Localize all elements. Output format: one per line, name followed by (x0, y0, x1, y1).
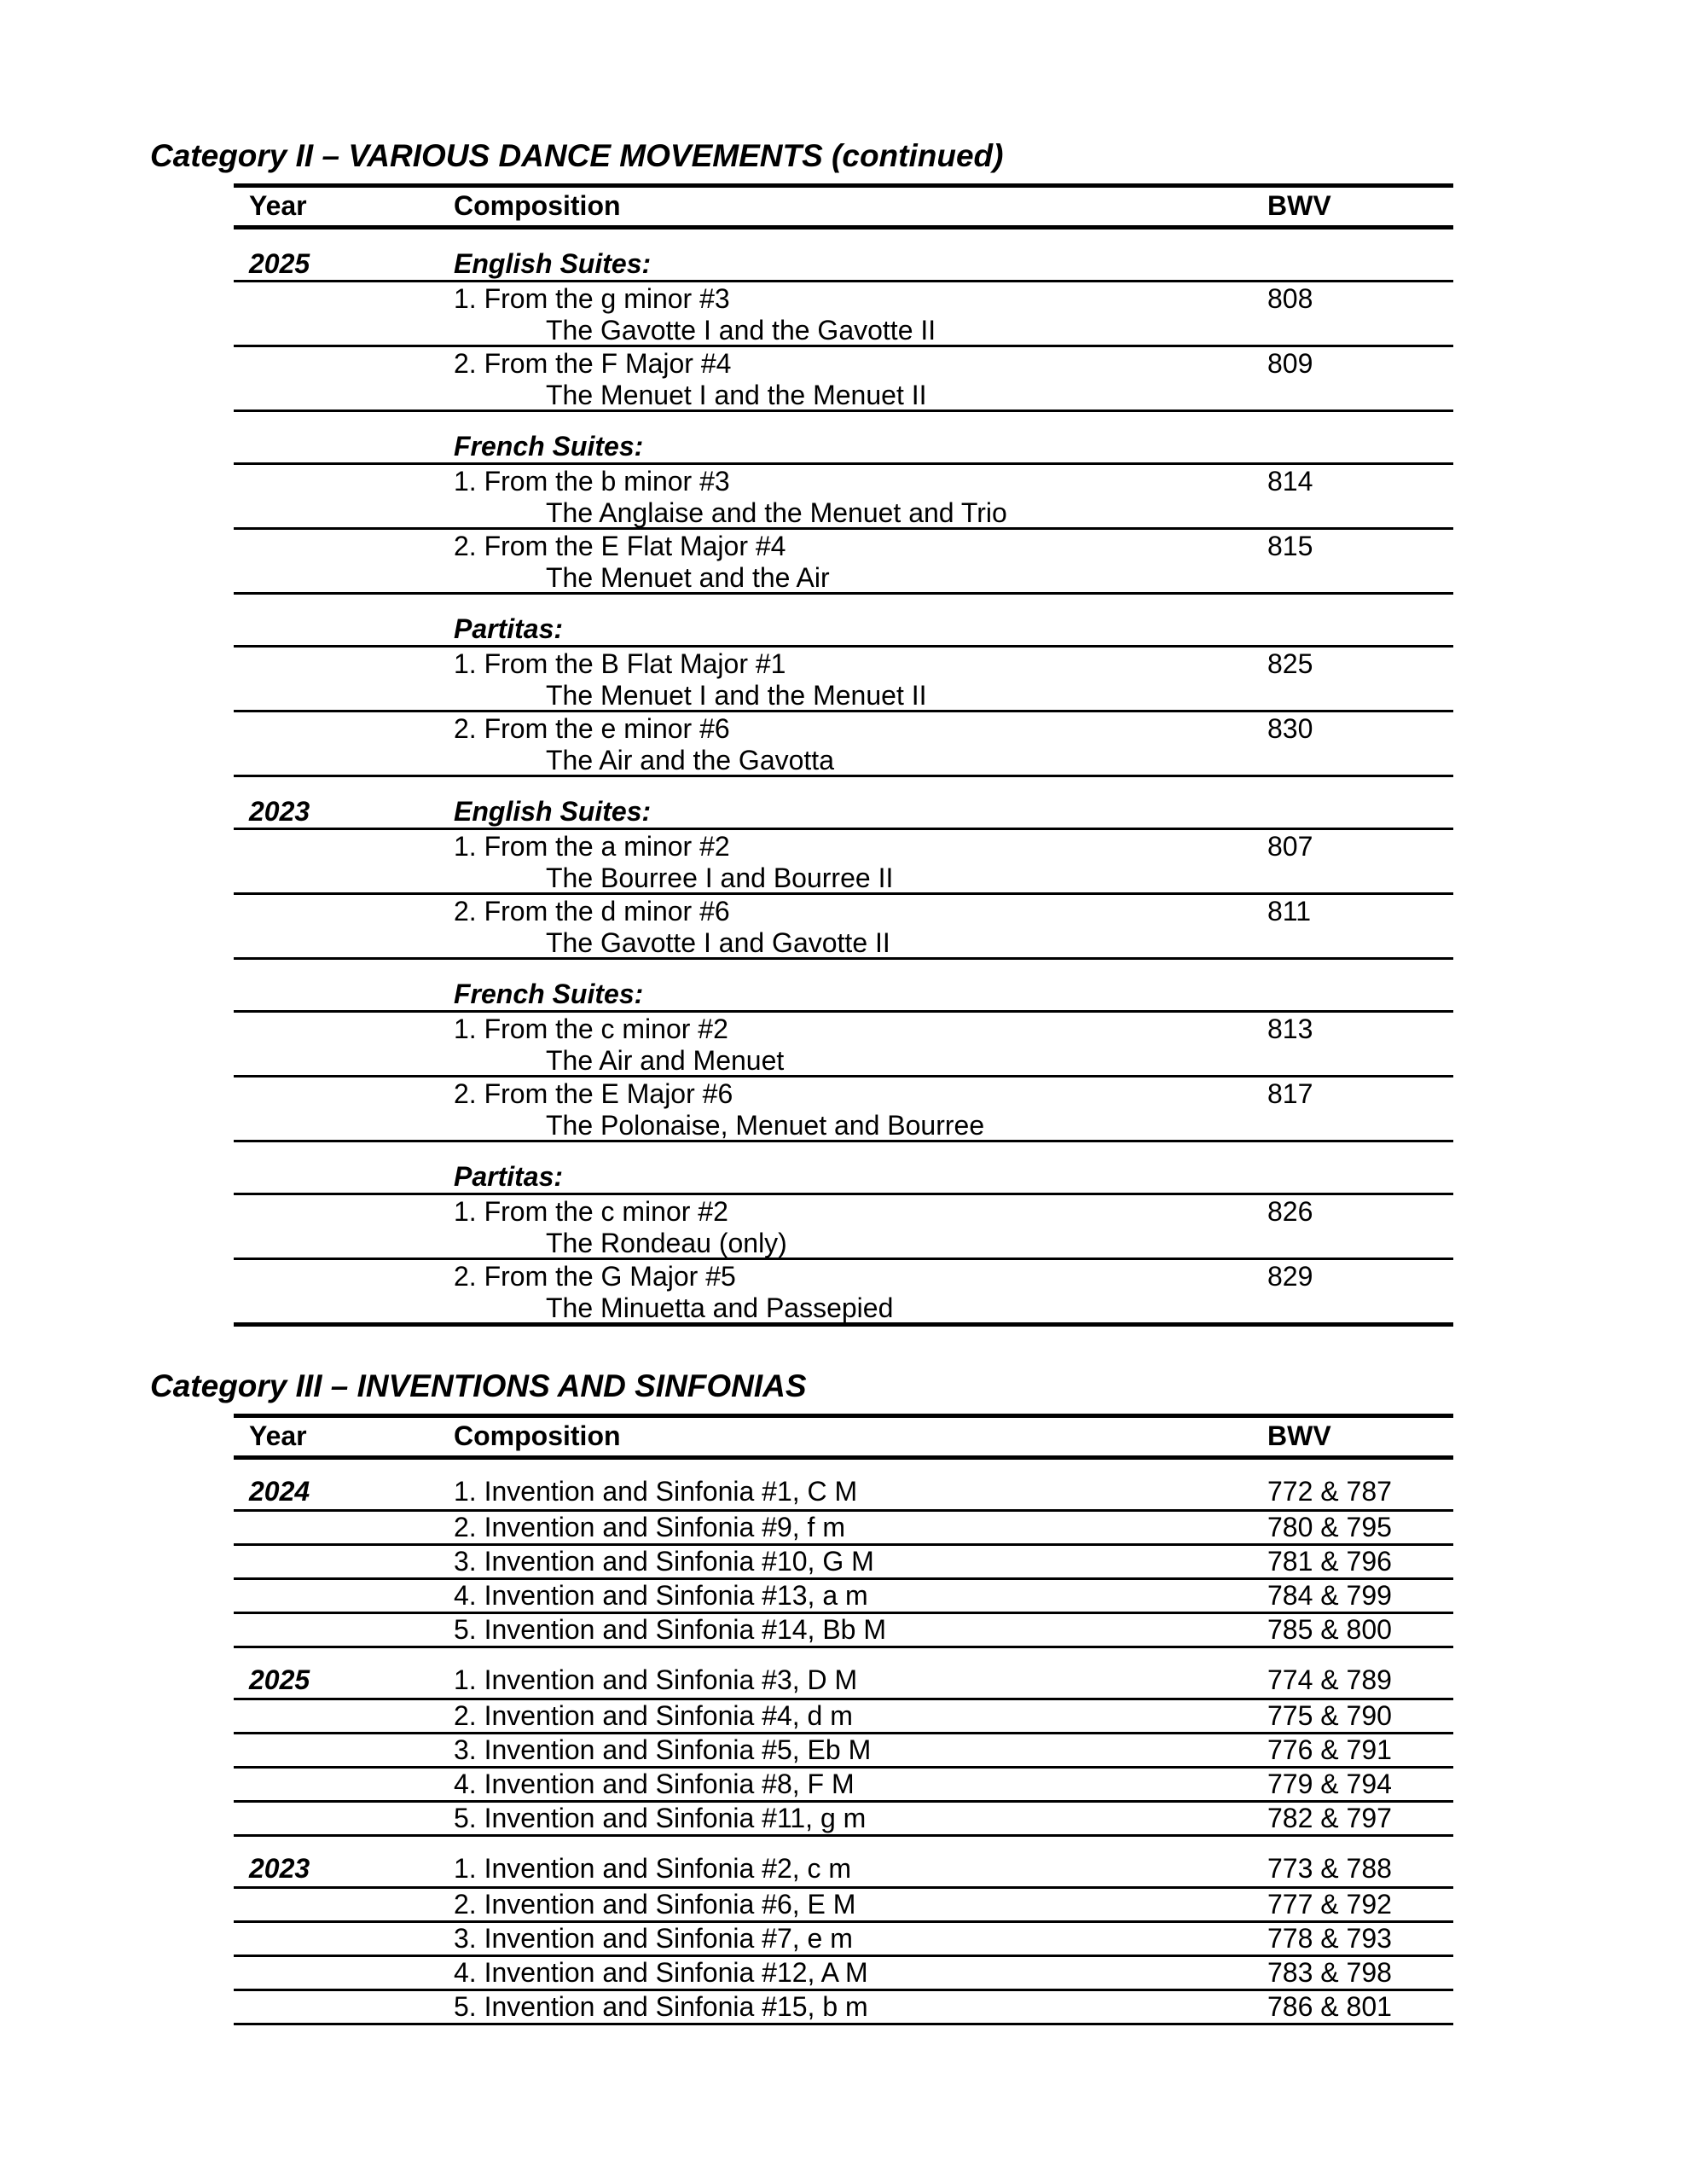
group-row (234, 412, 1453, 465)
bwv-value: 781 & 796 (1267, 1546, 1392, 1577)
movement-line: The Menuet I and the Menuet II (546, 680, 927, 711)
table-row (234, 1700, 1453, 1734)
table-row (234, 1077, 1453, 1142)
table-row (234, 282, 1453, 347)
bwv-value: 829 (1267, 1261, 1313, 1292)
table-row (234, 1769, 1453, 1803)
group-row (234, 777, 1453, 830)
composition-text: 4. Invention and Sinfonia #8, F M (454, 1769, 855, 1799)
group-label: English Suites: (454, 796, 652, 827)
bwv-value: 783 & 798 (1267, 1957, 1392, 1988)
composition-text: 5. Invention and Sinfonia #11, g m (454, 1803, 867, 1833)
group-label: English Suites: (454, 248, 652, 279)
year-label: 2025 (249, 248, 310, 279)
table-row (234, 1923, 1453, 1957)
header-year: Year (249, 1420, 307, 1451)
movement-line: The Air and Menuet (546, 1045, 785, 1076)
bwv-value: 775 & 790 (1267, 1700, 1392, 1731)
movement-line: The Air and the Gavotta (546, 745, 834, 775)
movement-line: The Gavotte I and the Gavotte II (546, 315, 936, 346)
table-row (234, 1837, 1453, 1889)
composition-text: 5. Invention and Sinfonia #15, b m (454, 1991, 868, 2022)
table-row (234, 1614, 1453, 1648)
composition-text: 1. Invention and Sinfonia #1, C M (454, 1476, 858, 1507)
category-iii-title: Category III – INVENTIONS AND SINFONIAS (150, 1368, 807, 1403)
table-row (234, 1991, 1453, 2025)
composition-text: 4. Invention and Sinfonia #13, a m (454, 1580, 868, 1611)
bwv-value: 815 (1267, 531, 1313, 561)
table-header (234, 183, 1453, 229)
table-row (234, 1734, 1453, 1769)
composition-text: 1. Invention and Sinfonia #2, c m (454, 1853, 852, 1884)
header-year: Year (249, 190, 307, 221)
bwv-value: 782 & 797 (1267, 1803, 1392, 1833)
composition-text: 2. Invention and Sinfonia #9, f m (454, 1512, 845, 1542)
bwv-value: 774 & 789 (1267, 1664, 1392, 1695)
group-label: French Suites: (454, 431, 644, 462)
year-label: 2025 (249, 1664, 310, 1695)
movement-line: The Menuet and the Air (546, 562, 830, 593)
bwv-value: 776 & 791 (1267, 1734, 1392, 1765)
bwv-value: 813 (1267, 1014, 1313, 1044)
bwv-value: 830 (1267, 713, 1313, 744)
category-iii-rows (234, 1460, 1453, 2025)
table-row (234, 1013, 1453, 1077)
table-row (234, 1460, 1453, 1512)
composition-text: 2. Invention and Sinfonia #4, d m (454, 1700, 853, 1731)
group-row (234, 960, 1453, 1013)
header-bwv: BWV (1267, 190, 1331, 221)
header-bwv: BWV (1267, 1420, 1331, 1451)
group-row (234, 229, 1453, 282)
bwv-value: 814 (1267, 466, 1313, 497)
table-row (234, 1957, 1453, 1991)
composition-text: 4. Invention and Sinfonia #12, A M (454, 1957, 868, 1988)
table-row (234, 895, 1453, 960)
bwv-value: 817 (1267, 1078, 1313, 1109)
bwv-value: 786 & 801 (1267, 1991, 1392, 2022)
table-row (234, 1512, 1453, 1546)
table-row (234, 712, 1453, 777)
bwv-value: 811 (1267, 896, 1312, 926)
group-row (234, 595, 1453, 648)
year-label: 2023 (249, 796, 310, 827)
table-row (234, 530, 1453, 595)
movement-line: The Anglaise and the Menuet and Trio (546, 497, 1007, 528)
movement-line: The Minuetta and Passepied (546, 1292, 894, 1323)
group-label: Partitas: (454, 1161, 564, 1192)
composition-text: 5. Invention and Sinfonia #14, Bb M (454, 1614, 887, 1645)
movement-line: The Menuet I and the Menuet II (546, 380, 927, 410)
category-ii-table (234, 183, 1453, 1327)
composition-line: 1. From the g minor #3 (454, 283, 730, 314)
table-row (234, 1648, 1453, 1700)
table-row (234, 648, 1453, 712)
table-row (234, 1889, 1453, 1923)
header-composition: Composition (454, 1420, 621, 1451)
composition-text: 3. Invention and Sinfonia #10, G M (454, 1546, 874, 1577)
bwv-value: 773 & 788 (1267, 1853, 1392, 1884)
table-row (234, 1195, 1453, 1260)
bwv-value: 807 (1267, 831, 1313, 862)
category-ii-rows (234, 229, 1453, 1327)
composition-line: 2. From the e minor #6 (454, 713, 730, 744)
bwv-value: 825 (1267, 648, 1313, 679)
category-iii-table (234, 1414, 1453, 2025)
composition-line: 1. From the c minor #2 (454, 1196, 728, 1227)
table-row (234, 1580, 1453, 1614)
table-row (234, 1260, 1453, 1327)
bwv-value: 826 (1267, 1196, 1313, 1227)
composition-line: 2. From the F Major #4 (454, 348, 732, 379)
composition-line: 2. From the d minor #6 (454, 896, 730, 926)
table-row (234, 1803, 1453, 1837)
table-row (234, 830, 1453, 895)
composition-line: 2. From the E Major #6 (454, 1078, 733, 1109)
composition-text: 3. Invention and Sinfonia #7, e m (454, 1923, 853, 1954)
bwv-value: 808 (1267, 283, 1313, 314)
composition-text: 1. Invention and Sinfonia #3, D M (454, 1664, 858, 1695)
year-label: 2023 (249, 1853, 310, 1884)
movement-line: The Rondeau (only) (546, 1228, 787, 1258)
bwv-value: 779 & 794 (1267, 1769, 1392, 1799)
table-header (234, 1414, 1453, 1460)
composition-line: 1. From the b minor #3 (454, 466, 730, 497)
bwv-value: 777 & 792 (1267, 1889, 1392, 1920)
year-label: 2024 (249, 1476, 310, 1507)
group-row (234, 1142, 1453, 1195)
header-composition: Composition (454, 190, 621, 221)
movement-line: The Polonaise, Menuet and Bourree (546, 1110, 985, 1141)
table-row (234, 465, 1453, 530)
composition-line: 1. From the c minor #2 (454, 1014, 728, 1044)
bwv-value: 809 (1267, 348, 1313, 379)
composition-line: 1. From the B Flat Major #1 (454, 648, 786, 679)
composition-line: 1. From the a minor #2 (454, 831, 730, 862)
table-row (234, 347, 1453, 412)
bwv-value: 785 & 800 (1267, 1614, 1392, 1645)
bwv-value: 780 & 795 (1267, 1512, 1392, 1542)
composition-text: 2. Invention and Sinfonia #6, E M (454, 1889, 856, 1920)
bwv-value: 772 & 787 (1267, 1476, 1392, 1507)
bwv-value: 778 & 793 (1267, 1923, 1392, 1954)
group-label: French Suites: (454, 979, 644, 1009)
table-row (234, 1546, 1453, 1580)
movement-line: The Bourree I and Bourree II (546, 863, 894, 893)
bwv-value: 784 & 799 (1267, 1580, 1392, 1611)
composition-text: 3. Invention and Sinfonia #5, Eb M (454, 1734, 872, 1765)
movement-line: The Gavotte I and Gavotte II (546, 927, 890, 958)
composition-line: 2. From the E Flat Major #4 (454, 531, 786, 561)
category-ii-title: Category II – VARIOUS DANCE MOVEMENTS (continued) (150, 138, 1004, 173)
group-label: Partitas: (454, 613, 564, 644)
composition-line: 2. From the G Major #5 (454, 1261, 736, 1292)
